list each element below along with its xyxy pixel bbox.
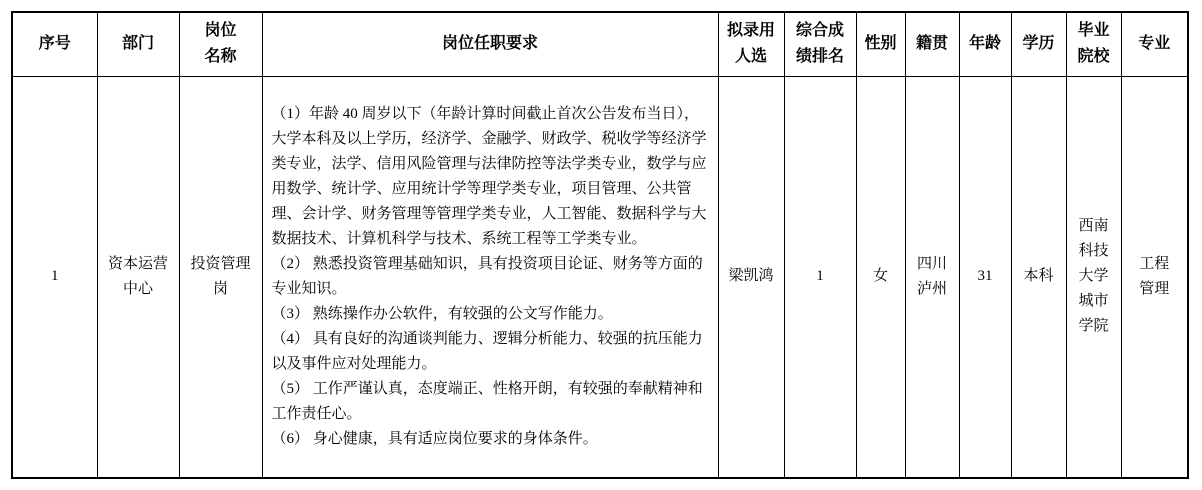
table-header-row [12, 12, 1188, 76]
cell-school [1066, 76, 1121, 478]
col-header-education [1011, 12, 1066, 76]
gender-value: 女 [872, 268, 888, 285]
requirement-item: （1）年龄 40 周岁以下（年龄计算时间截止首次公告发布当日），大学本科及以上学历，经济学、金融学、财政学、税收学等经济学类专业，法学、信用风险管理与法律防控等法学类专业，数学与应用数学、统计学、应用统计学等理学类专业，项目管理、公共管理、会计学、财务管理等管理学类专业，人工智能、数据科学与大数据技术、计算机科学与技术、系统工程等工学类专业。 [271, 105, 707, 247]
col-header-requirements-label: 岗位任职要求 [441, 35, 538, 53]
cell-candidate [718, 76, 784, 478]
cell-requirements [262, 76, 718, 478]
department-value: 资本运营中心 [107, 255, 168, 297]
requirement-item: （2） 熟悉投资管理基础知识，具有投资项目论证、财务等方面的专业知识。 [271, 255, 703, 297]
major-value: 工程管理 [1139, 255, 1170, 297]
col-header-department-label: 部门 [121, 35, 154, 53]
col-header-education-label: 学历 [1022, 35, 1055, 53]
col-header-serial-label: 序号 [38, 35, 71, 53]
requirement-item: （5） 工作严谨认真，态度端正、性格开朗，有较强的奉献精神和工作责任心。 [271, 380, 703, 422]
cell-rank [784, 76, 856, 478]
cell-serial [12, 76, 97, 478]
col-header-position [179, 12, 262, 76]
requirement-item: （6） 身心健康，具有适应岗位要求的身体条件。 [271, 430, 598, 447]
col-header-rank-label: 综合成绩排名 [795, 22, 844, 66]
cell-major [1121, 76, 1188, 478]
position-value: 投资管理岗 [190, 255, 251, 297]
cell-education [1011, 76, 1066, 478]
candidate-name: 梁凯鸿 [728, 268, 774, 285]
col-header-gender-label: 性别 [864, 35, 897, 53]
rank-value: 1 [816, 268, 824, 285]
cell-gender [856, 76, 905, 478]
requirement-item: （4） 具有良好的沟通谈判能力、逻辑分析能力、较强的抗压能力以及事件应对处理能力。 [271, 330, 703, 372]
col-header-age-label: 年龄 [968, 35, 1001, 53]
col-header-position-label: 岗位名称 [204, 22, 237, 66]
col-header-serial [12, 12, 97, 76]
col-header-major-label: 专业 [1138, 35, 1171, 53]
education-value: 本科 [1023, 268, 1054, 285]
col-header-candidate-label: 拟录用人选 [726, 22, 775, 66]
col-header-hometown-label: 籍贯 [915, 35, 948, 53]
col-header-department [97, 12, 179, 76]
age-value: 31 [977, 268, 993, 285]
col-header-requirements [262, 12, 718, 76]
col-header-school-label: 毕业院校 [1077, 22, 1110, 66]
hometown-value: 四川泸州 [916, 255, 947, 297]
col-header-rank [784, 12, 856, 76]
col-header-major [1121, 12, 1188, 76]
cell-position [179, 76, 262, 478]
serial-value: 1 [51, 268, 59, 285]
cell-hometown [905, 76, 959, 478]
col-header-school [1066, 12, 1121, 76]
cell-department [97, 76, 179, 478]
school-value: 西南科技大学城市学院 [1078, 218, 1109, 335]
table-row [12, 76, 1188, 478]
col-header-candidate [718, 12, 784, 76]
cell-age [959, 76, 1011, 478]
recruitment-result-table [11, 11, 1189, 479]
recruitment-result-table-container [11, 11, 1189, 479]
requirement-item: （3） 熟练操作办公软件，有较强的公文写作能力。 [271, 305, 613, 322]
col-header-age [959, 12, 1011, 76]
col-header-gender [856, 12, 905, 76]
col-header-hometown [905, 12, 959, 76]
